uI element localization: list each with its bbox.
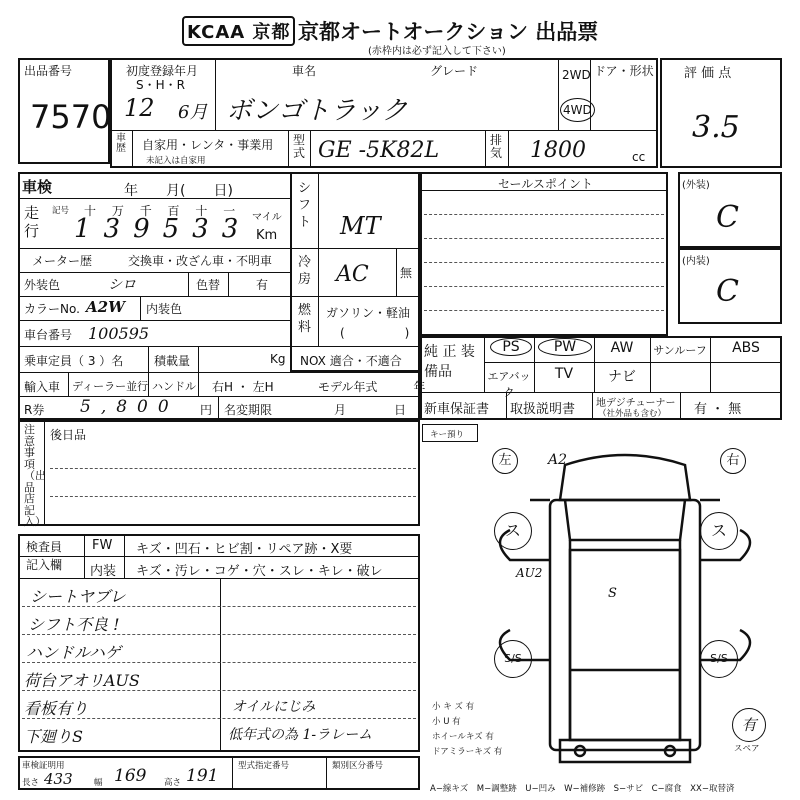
logo: KCAA 京都 <box>182 16 295 46</box>
mileage-unit-mile: マイル <box>252 212 282 223</box>
spare-label: スペア <box>734 744 760 754</box>
color-change-label: 色替 <box>196 278 221 292</box>
key-label: キー預り <box>430 430 465 440</box>
drive-2wd: 2WD <box>562 68 591 82</box>
equip-pw: PW <box>538 338 592 356</box>
mileage-unit-km: Km <box>256 228 278 243</box>
usage-options: 自家用・レンタ・事業用 <box>142 138 274 152</box>
equipment-label: 純 正 装備品 <box>424 344 475 380</box>
color-no: A2W <box>86 298 125 316</box>
notes-label: 注意事項（出品店記入） <box>24 423 46 528</box>
recycle-label: R券 <box>24 403 45 417</box>
name-label: 車名 <box>292 64 317 78</box>
remark-right-5: オイルにじみ <box>232 699 316 715</box>
equip-airbag: エアバック <box>487 370 531 399</box>
cert-label: 車検証明用 <box>22 761 65 771</box>
hei-label: 高さ <box>164 778 182 788</box>
remark-right-6: 低年式の為 1-ラレーム <box>228 727 373 743</box>
color-change-value: 有 <box>256 278 269 292</box>
fuel-paren: ( ) <box>340 326 410 340</box>
wid-label: 幅 <box>94 778 103 788</box>
tire-fr: ス <box>700 512 738 550</box>
diagram-top-mark: A2 <box>548 452 568 468</box>
left-mark: 左 <box>492 448 518 474</box>
usage-label: 車歴 <box>116 133 126 154</box>
fw-items: キズ・凹石・ヒビ割・リペア跡・X要 <box>136 542 353 557</box>
hei-value: 191 <box>186 766 219 786</box>
capacity: 乗車定員（ 3 ）名 <box>24 354 124 368</box>
handle-label: ハンドル <box>152 380 196 393</box>
int-color-label: 内装色 <box>146 302 183 316</box>
recycle-amount: 5,800 <box>80 397 179 417</box>
shift-label: シフト <box>298 181 312 230</box>
remark-5: 看板有り <box>24 699 89 718</box>
ac-label: 冷房 <box>298 255 312 287</box>
spare-mark: 有 <box>732 708 766 742</box>
import-option: ディーラー並行 <box>72 380 149 393</box>
damage-legend: A−線キズ M−調整跡 U−凹み W−補修跡 S−サビ C−腐食 XX−取替済 <box>430 784 735 794</box>
wid-value: 169 <box>114 766 147 786</box>
tire-rr: S/S <box>700 640 738 678</box>
ext-color: シロ <box>108 277 136 293</box>
ac-none: 無 <box>400 266 413 280</box>
score-label: 評 価 点 <box>684 66 732 81</box>
remark-1: シートヤブレ <box>30 587 126 606</box>
door-label: ドア・形状 <box>594 64 654 78</box>
chassis-label: 車台番号 <box>24 328 73 342</box>
remark-4: 荷台アオリAUS <box>24 671 140 690</box>
load-label: 積載量 <box>154 354 191 368</box>
int-grade-label: (内装) <box>682 256 710 267</box>
sales-box <box>420 172 668 336</box>
docs-manual: 取扱説明書 <box>510 402 576 417</box>
renewal-label: 名変期限 <box>224 403 273 417</box>
shift-value: MT <box>340 212 381 240</box>
shaken-date: 年 月( 日) <box>124 183 233 199</box>
page-title: 京都オートオークション 出品票 <box>298 20 599 44</box>
after-delivery: 後日品 <box>50 428 87 442</box>
side-mark: AU2 <box>516 566 543 580</box>
equip-aw: AW <box>610 340 634 356</box>
equip-tv: TV <box>554 366 574 382</box>
car-name: ボンゴトラック <box>226 96 408 126</box>
reg-month: 6月 <box>178 102 208 123</box>
ext-grade-label: (外装) <box>682 180 710 191</box>
lot-number: 7570 <box>30 98 112 136</box>
chassis-number: 100595 <box>88 324 150 343</box>
body-mark: S <box>608 586 617 601</box>
era-label: S・H・R <box>136 78 185 92</box>
model-label: 型式 <box>293 133 306 160</box>
right-mark: 右 <box>720 448 746 474</box>
mileage-value: 139533 <box>74 214 252 244</box>
remark-3: ハンドルハゲ <box>26 643 121 662</box>
sales-label: セールスポイント <box>498 177 593 191</box>
color-no-label: カラーNo. <box>24 302 80 316</box>
fw-label: FW <box>92 538 113 553</box>
meter-options: 交換車・改ざん車・不明車 <box>128 254 273 268</box>
reg-label: 初度登録年月 <box>126 64 199 78</box>
recycle-unit: 円 <box>200 403 213 417</box>
reg-year: 12 <box>124 94 155 122</box>
lot-label: 出品番号 <box>24 64 73 78</box>
mileage-sub: 記号 <box>52 206 70 216</box>
ac-value: AC <box>336 262 369 287</box>
equip-ps: PS <box>490 338 532 356</box>
remark-6: 下廻りS <box>24 727 83 746</box>
int-grade: C <box>716 274 739 309</box>
tire-fl: ス <box>494 512 532 550</box>
disp-unit: cc <box>632 150 646 164</box>
mileage-units: 十 万 千 百 十 一 <box>84 204 236 218</box>
nox-options: NOX 適合・不適合 <box>300 354 402 368</box>
ext-grade: C <box>716 200 739 235</box>
page-subtitle: (赤枠内は必ず記入して下さい) <box>368 46 506 57</box>
len-value: 433 <box>44 770 73 788</box>
equip-abs: ABS <box>732 340 760 356</box>
shaken-label: 車検 <box>22 178 53 196</box>
tire-rl: S/S <box>494 640 532 678</box>
meter-label: メーター歴 <box>32 254 93 268</box>
cat-no-label: 類別区分番号 <box>332 761 384 771</box>
load-unit: Kg <box>270 352 286 366</box>
docs-tuner-note: （社外品も含む） <box>598 409 667 419</box>
import-label: 輸入車 <box>24 380 61 394</box>
fuel-label: 燃料 <box>298 303 312 335</box>
legend-list: 小 キ ズ 有 小 U 有 ホイールキズ 有 ドアミラーキズ 有 <box>432 702 503 757</box>
remark-2: シフト不良 ! <box>28 615 120 634</box>
renewal-date: 月 日 <box>334 403 407 417</box>
grade-label: グレード <box>430 64 479 78</box>
inspector-label: 検査員 記入欄 <box>26 540 63 572</box>
handle-option: 右H ・ 左H <box>212 380 274 394</box>
usage-note: 未記入は自家用 <box>146 156 206 166</box>
score-value: 3.5 <box>692 110 740 145</box>
len-label: 長さ <box>22 778 40 788</box>
mileage-label: 走行 <box>24 204 40 240</box>
fuel-options: ガソリン・軽油 <box>326 306 411 320</box>
ext-color-label: 外装色 <box>24 278 61 292</box>
docs-warranty: 新車保証書 <box>424 402 490 417</box>
docs-tuner: 地デジチューナー <box>596 398 676 409</box>
type-no-label: 型式指定番号 <box>238 761 290 771</box>
displacement: 1800 <box>530 138 586 163</box>
equip-sunroof: サンルーフ <box>653 344 707 357</box>
int-items: キズ・汚レ・コゲ・穴・スレ・キレ・破レ <box>136 564 383 579</box>
equip-navi: ナビ <box>608 369 636 385</box>
docs-yes-no: 有 ・ 無 <box>694 402 742 417</box>
model-year: モデル年式 年 <box>318 380 426 394</box>
disp-label: 排気 <box>490 133 503 160</box>
drive-4wd: 4WD <box>560 98 595 122</box>
model-code: GE -5K82L <box>318 138 440 163</box>
int-label: 内装 <box>90 564 117 579</box>
